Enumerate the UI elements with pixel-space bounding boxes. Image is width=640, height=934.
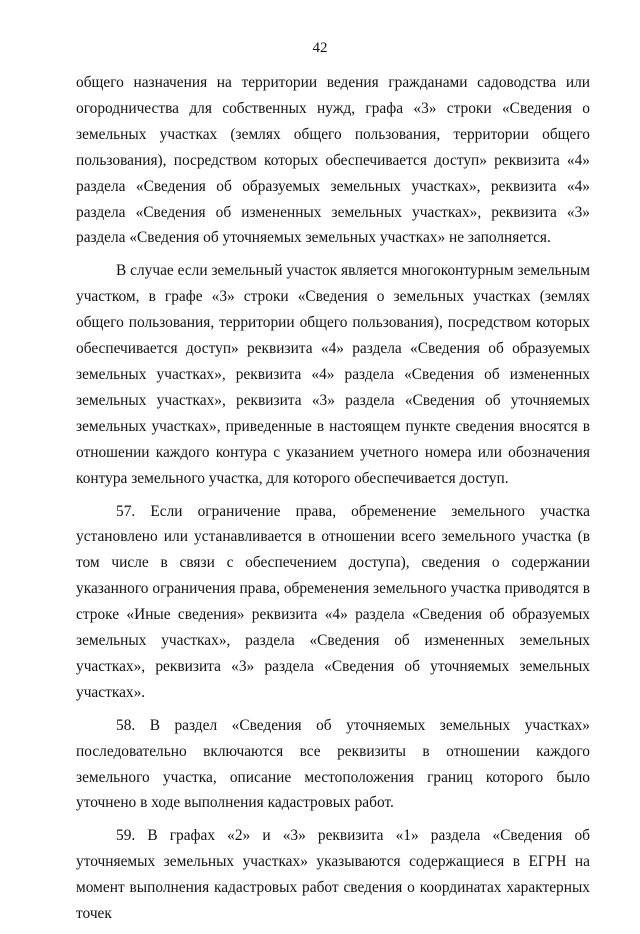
document-body bbox=[76, 70, 590, 934]
paragraph-continuation: общего назначения на территории ведения гражданами садоводства или огородничества для собственных нужд, графа «3» строки «Сведения о земельных участках (землях общего пользования, территории общего пользования), посредством которых обеспечивается доступ» реквизита «4» раздела «Сведения об образуемых земельных участках», реквизита «4» раздела «Сведения об измененных земельных участках», реквизита «3» раздела «Сведения об уточняемых земельных участках» не заполняется. bbox=[76, 74, 590, 247]
paragraph-58: 58. В раздел «Сведения об уточняемых земельных участках» последовательно включаются все реквизиты в отношении каждого земельного участка, описание местоположения границ которого было уточнено в ходе выполнения кадастровых работ. bbox=[76, 716, 590, 812]
paragraph-57: 57. Если ограничение права, обременение земельного участка установлено или устанавливается в отношении всего земельного участка (в том числе в связи с обеспечением доступа), сведения о содержании указанного ограничения права, обременения земельного участка приводятся в строке «Иные сведения» реквизита «4» раздела «Сведения об образуемых земельных участках», раздела «Сведения об измененных земельных участках», реквизита «3» раздела «Сведения об уточняемых земельных участках». bbox=[76, 502, 590, 701]
paragraph-multicontour: В случае если земельный участок является многоконтурным земельным участком, в графе «3» строки «Сведения о земельных участках (землях общего пользования, территории общего пользования), посредством которых обеспечивается доступ» реквизита «4» раздела «Сведения об образуемых земельных участках», реквизита «4» раздела «Сведения об измененных земельных участках», реквизита «3» раздела «Сведения об уточняемых земельных участках», приведенные в настоящем пункте сведения вносятся в отношении каждого контура с указанием учетного номера или обозначения контура земельного участка, для которого обеспечивается доступ. bbox=[76, 262, 590, 487]
paragraph-59: 59. В графах «2» и «3» реквизита «1» раздела «Сведения об уточняемых земельных участках» указываются содержащиеся в ЕГРН на момент выполнения кадастровых работ сведения о координатах характерных точек bbox=[76, 827, 590, 923]
page-number: 42 bbox=[312, 40, 328, 56]
